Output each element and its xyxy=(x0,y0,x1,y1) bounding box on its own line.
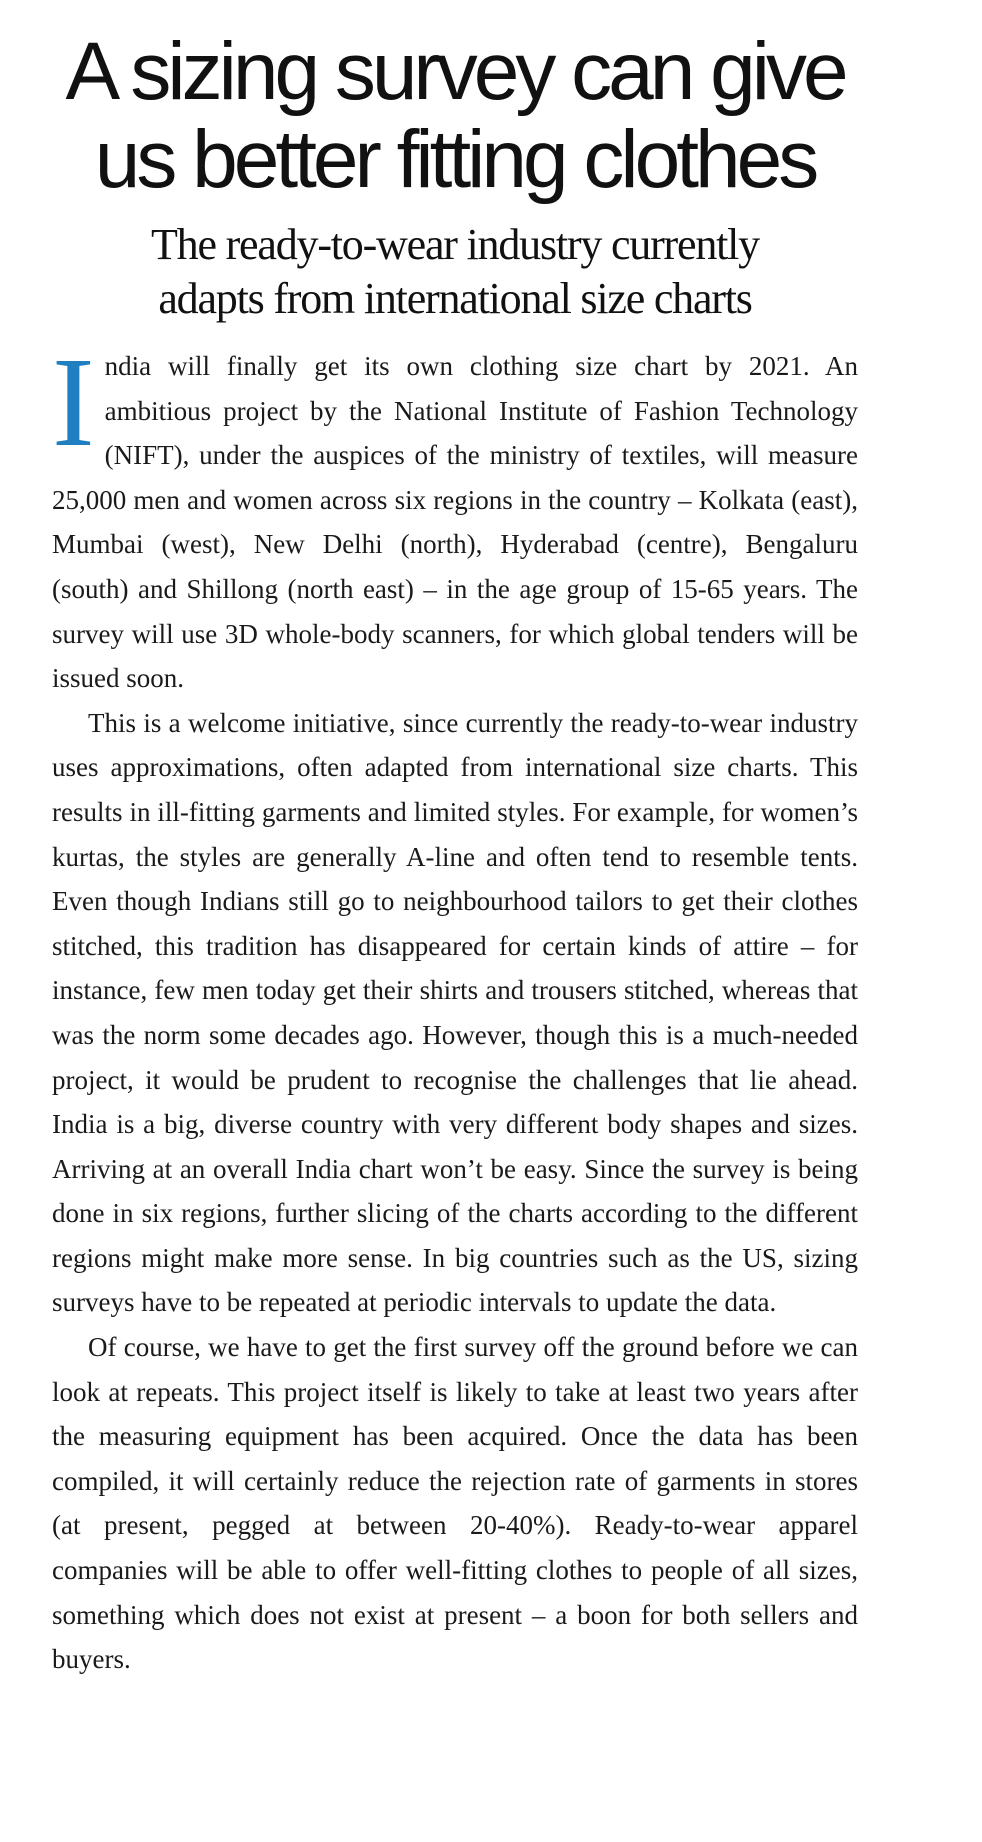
paragraph-1-text: ndia will finally get its own clothing size chart by 2021. An ambitious project by the National Institute of Fashion Technology (NIFT), under the auspices of the ministry of textiles, will measure 25,000 men and women across six regions in the country – Kolkata (east), Mumbai (west), New Delhi (north), Hyderabad (centre), Bengaluru (south) and Shillong (north east) – in the age group of 15-65 years. The survey will use 3D whole-body scanners, for which global tenders will be issued soon. xyxy=(52,351,858,694)
headline xyxy=(52,28,858,204)
article-body xyxy=(52,331,858,1682)
paragraph-3: Of course, we have to get the first survey off the ground before we can look at repeats. This project itself is likely to take at least two years after the measuring equipment has been acquired. Once the data has been compiled, it will certainly reduce the rejection rate of garments in stores (at present, pegged at between 20-40%). Ready-to-wear apparel companies will be able to offer well-fitting clothes to people of all sizes, something which does not exist at present – a boon for both sellers and buyers. xyxy=(52,1332,858,1675)
subheadline-line-1: The ready-to-wear industry currently xyxy=(151,220,759,269)
headline-line-2: us better fitting clothes xyxy=(94,114,816,205)
article xyxy=(52,28,858,1682)
paragraph-1 xyxy=(52,331,858,701)
subheadline-line-2: adapts from international size charts xyxy=(158,274,752,323)
paragraph-2: This is a welcome initiative, since currently the ready-to-wear industry uses approximations, often adapted from international size charts. This results in ill-fitting garments and limited styles. For example, for women’s kurtas, the styles are generally A-line and often tend to resemble tents. Even though Indians still go to neighbourhood tailors to get their clothes stitched, this tradition has disappeared for certain kinds of attire – for instance, few men today get their shirts and trousers stitched, whereas that was the norm some decades ago. However, though this is a much-needed project, it would be prudent to recognise the challenges that lie ahead. India is a big, diverse country with very different body shapes and sizes. Arriving at an overall India chart won’t be easy. Since the survey is being done in six regions, further slicing of the charts according to the different regions might make more sense. In big countries such as the US, sizing surveys have to be repeated at periodic intervals to update the data. xyxy=(52,707,858,1318)
headline-line-1: A sizing survey can give xyxy=(65,26,845,117)
subheadline xyxy=(52,218,858,326)
drop-cap: I xyxy=(52,331,95,473)
